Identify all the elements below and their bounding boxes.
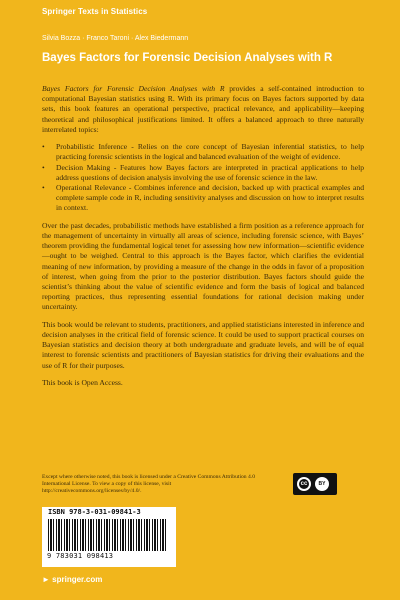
description (42, 84, 364, 395)
by-icon: BY (315, 477, 329, 491)
paragraph-2: Over the past decades, probabilistic methods have established a firm position as a reference approach for the management of uncertainty in virtually all areas of science, including forensic science, with Bayes’ theorem providing the fundamental logical tenet for assessing how new information—scientific evidence—ought to be weighed. Central to this approach is the Bayes factor, which clarifies the evidential meaning of new information, by providing a measure of the change in the odds in favor of a proposition of interest, when going from the prior to the posterior distribution. Bayes factors should guide the scientist’s thinking about the value of scientific evidence and form the basis of logical and balanced reporting practices, thus representing essential foundations for rational decision making under uncertainty. (42, 220, 364, 312)
intro-paragraph (42, 84, 364, 135)
paragraph-3: This book would be relevant to students, practitioners, and applied statisticians interested in inference and decision analyses in the critical field of forensic science. It could be used to support practical courses on Bayesian statistics and decision theory at both undergraduate and graduate levels, and will be of equal interest to forensic scientists and practitioners of Bayesian statistics for driving their evaluations and the use of R for their purposes. (42, 319, 364, 370)
topic-item-probabilistic-inference: • Probabilistic Inference - Relies on the core concept of Bayesian inferential statistics, to help practicing forensic scientists in the logical and balanced evaluation of the weight of evidence. (52, 142, 364, 162)
topic-item-decision-making: • Decision Making - Features how Bayes factors are interpreted in practical applications to help address questions of decision analysis involving the use of forensic science in the law. (52, 163, 364, 183)
creative-commons-badge (293, 473, 337, 495)
springer-link[interactable]: ► springer.com (42, 575, 103, 584)
series-title: Springer Texts in Statistics (42, 7, 148, 16)
cc-icon: cc (297, 477, 311, 491)
book-title: Bayes Factors for Forensic Decision Analyses with R (42, 52, 333, 64)
authors: Silvia Bozza · Franco Taroni · Alex Biedermann (42, 35, 189, 42)
isbn-label: ISBN 978-3-031-09841-3 (48, 508, 141, 516)
intro-text: provides a self-contained introduction to computational Bayesian statistics using R. With its primary focus on Bayes factors supported by data sets, this book features an operational perspective, practical relevance, and applicability—keeping theoretical and philosophical justifications limited. It offers a balanced approach to three naturally interrelated topics: (42, 84, 365, 134)
topic-item-operational-relevance: • Operational Relevance - Combines inference and decision, backed up with practical examples and complete sample code in R, including sensitivity analyses and discussion on how to interpret results in context. (52, 183, 364, 214)
barcode (48, 519, 168, 551)
barcode-digits: 9 783031 098413 (47, 552, 114, 560)
open-access-note: This book is Open Access. (42, 378, 123, 388)
license-text: Except where otherwise noted, this book is licensed under a Creative Commons Attribution 4.0 International License. To view a copy of this license, visit http://creativecommons.org/licenses/by/4.0/. (42, 474, 255, 495)
topic-list (42, 142, 364, 213)
intro-book-title: Bayes Factors for Forensic Decision Analyses with R (42, 84, 225, 93)
